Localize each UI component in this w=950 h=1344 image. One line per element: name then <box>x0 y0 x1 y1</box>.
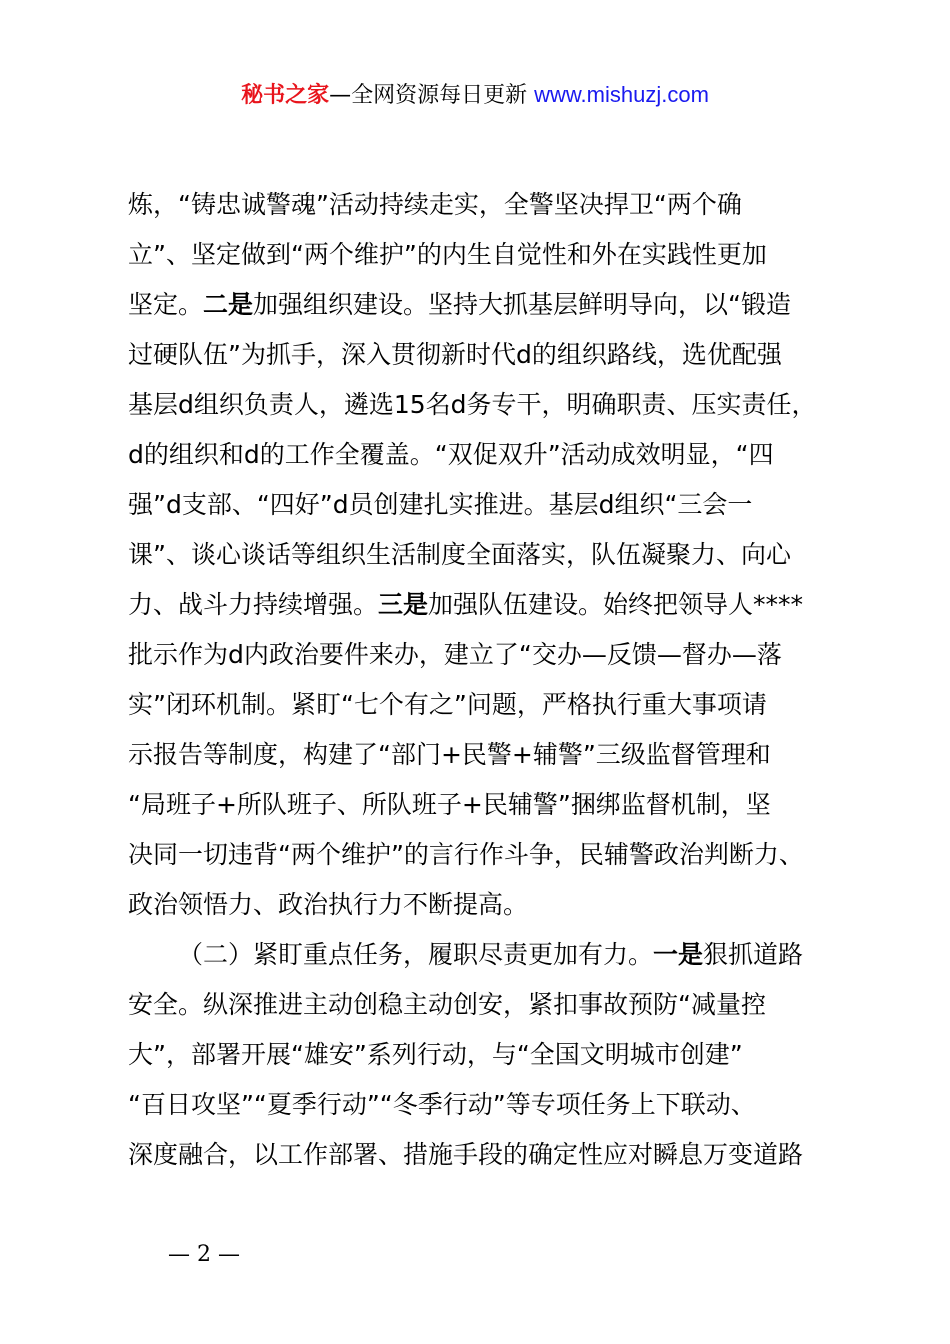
page-number: — 2 — <box>168 1242 240 1267</box>
text-line: 政治领悟力、政治执行力不断提高。 <box>128 890 529 919</box>
text-line: d的组织和d的工作全覆盖。“双促双升”活动成效明显，“四 <box>128 440 774 469</box>
document-body <box>128 180 832 1180</box>
emphasis-label: 三是 <box>378 590 429 619</box>
text-line: 基层d组织负责人，遴选15名d务专干，明确职责、压实责任， <box>128 390 817 419</box>
text-line: 炼，“铸忠诚警魂”活动持续走实，全警坚决捍卫“两个确 <box>128 190 742 219</box>
text-line: 强”d支部、“四好”d员创建扎实推进。基层d组织“三会一 <box>128 490 753 519</box>
text-line: 立”、坚定做到“两个维护”的内生自觉性和外在实践性更加 <box>128 240 767 269</box>
text-line: 决同一切违背“两个维护”的言行作斗争，民辅警政治判断力、 <box>128 840 804 869</box>
text-line: “百日攻坚”“夏季行动”“冬季行动”等专项任务上下联动、 <box>128 1090 756 1119</box>
site-url-link[interactable]: www.mishuzj.com <box>534 82 709 107</box>
emphasis-label: 二是 <box>203 290 254 319</box>
page-header <box>0 78 950 113</box>
text-line: “局班子+所队班子、所队班子+民辅警”捆绑监督机制，坚 <box>128 790 771 819</box>
text-line: （二）紧盯重点任务，履职尽责更加有力。一是狠抓道路 <box>178 940 804 969</box>
paragraph-2 <box>128 930 832 1180</box>
paragraph-1 <box>128 180 832 930</box>
header-separator: — <box>329 83 352 108</box>
text-line: 大”，部署开展“雄安”系列行动，与“全国文明城市创建” <box>128 1040 743 1069</box>
text-line: 实”闭环机制。紧盯“七个有之”问题，严格执行重大事项请 <box>128 690 767 719</box>
text-line: 深度融合，以工作部署、措施手段的确定性应对瞬息万变道路 <box>128 1140 804 1169</box>
text-line: 过硬队伍”为抓手，深入贯彻新时代d的组织路线，选优配强 <box>128 340 782 369</box>
text-line: 坚定。二是加强组织建设。坚持大抓基层鲜明导向，以“锻造 <box>128 290 791 319</box>
text-line: 课”、谈心谈话等组织生活制度全面落实，队伍凝聚力、向心 <box>128 540 791 569</box>
text-line: 示报告等制度，构建了“部门+民警+辅警”三级监督管理和 <box>128 740 771 769</box>
text-line: 批示作为d内政治要件来办，建立了“交办—反馈—督办—落 <box>128 640 782 669</box>
brand-name: 秘书之家 <box>241 83 330 108</box>
emphasis-label: 一是 <box>653 940 704 969</box>
header-slogan: 全网资源每日更新 <box>351 83 528 108</box>
text-line: 力、战斗力持续增强。三是加强队伍建设。始终把领导人**** <box>128 590 804 619</box>
text-line: 安全。纵深推进主动创稳主动创安，紧扣事故预防“减量控 <box>128 990 766 1019</box>
